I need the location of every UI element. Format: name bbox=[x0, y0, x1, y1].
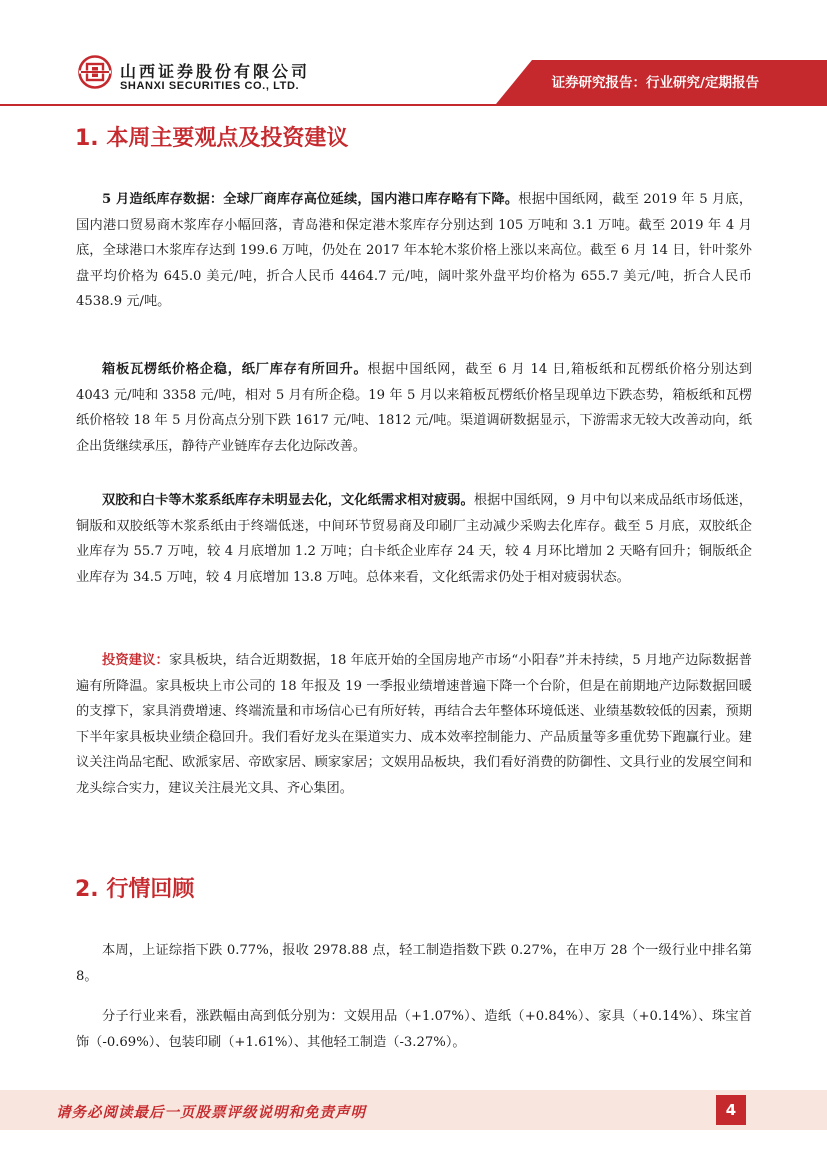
paragraph-body: 根据中国纸网，9 月中旬以来成品纸市场低迷，铜版和双胶纸等木浆系纸由于终端低迷，中间环节贸易商及印刷厂主动减少采购去化库存。截至 5 月底，双胶纸企业库存为 55.7 万吨，较 4 月底增加 1.2 万吨；白卡纸企业库存 24 天，较 4 月环比增加 2 天略有回升；铜版纸企业库存为 34.5 万吨，较 4 月底增加 13.8 万吨。总体来看，文化纸需求仍处于相对疲弱状态。 bbox=[76, 493, 752, 585]
report-type-label: 证券研究报告：行业研究/定期报告 bbox=[551, 75, 759, 91]
paragraph-boxboard bbox=[76, 357, 752, 459]
paragraph-inventory bbox=[76, 187, 752, 315]
page-header bbox=[0, 0, 827, 110]
paragraph-body: 根据中国纸网，截至 6 月 14 日,箱板纸和瓦楞纸价格分别达到 4043 元/吨和 3358 元/吨，相对 5 月有所企稳。19 年 5 月以来箱板瓦楞纸价格呈现单边下跌态势，箱板纸和瓦楞纸价格较 18 年 5 月份高点分别下跌 1617 元/吨、1812 元/吨。渠道调研数据显示，下游需求无较大改善动向，纸企出货继续承压，静待产业链库存去化边际改善。 bbox=[76, 362, 752, 454]
paragraph-market-review: 本周，上证综指下跌 0.77%，报收 2978.88 点，轻工制造指数下跌 0.27%，在申万 28 个一级行业中排名第 8。 bbox=[76, 943, 752, 984]
investment-advice-label: 投资建议： bbox=[102, 653, 169, 668]
paragraph-body: 根据中国纸网，截至 2019 年 5 月底，国内港口贸易商木浆库存小幅回落，青岛港和保定港木浆库存分别达到 105 万吨和 3.1 万吨。截至 2019 年 4 月底，全球港口木浆库存达到 199.6 万吨，仍处在 2017 年本轮木浆价格上涨以来高位。截至 6 月 14 日，针叶浆外盘平均价格为 645.0 美元/吨，折合人民币 4464.7 元/吨，阔叶浆外盘平均价格为 655.7 美元/吨，折合人民币 4538.9 元/吨。 bbox=[76, 192, 753, 310]
paragraph-investment-advice bbox=[76, 648, 752, 802]
company-name-cn: 山西证券股份有限公司 bbox=[120, 62, 311, 81]
footer-disclaimer: 请务必阅读最后一页股票评级说明和免责声明 bbox=[56, 1104, 366, 1121]
paragraph-body: 家具板块，结合近期数据，18 年底开始的全国房地产市场“小阳春”并未持续，5 月地产边际数据普遍有所降温。家具板块上市公司的 18 年报及 19 一季报业绩增速普遍下降一个台阶，但是在前期地产边际数据回暖的支撑下，家具消费增速、终端流量和市场信心已有所好转，再结合去年整体环境低迷、业绩基数较低的因素，预期下半年家具板块业绩企稳回升。我们看好龙头在渠道实力、成本效率控制能力、产品质量等多重优势下跑赢行业。建议关注尚品宅配、欧派家居、帝欧家居、顾家家居；文娱用品板块，我们看好消费的防御性、文具行业的发展空间和龙头综合实力，建议关注晨光文具、齐心集团。 bbox=[76, 653, 752, 796]
paragraph-lead-bold: 双胶和白卡等木浆系纸库存未明显去化，文化纸需求相对疲弱。 bbox=[102, 493, 474, 508]
paragraph-lead-bold: 箱板瓦楞纸价格企稳，纸厂库存有所回升。 bbox=[102, 362, 368, 377]
page-number: 4 bbox=[716, 1095, 746, 1125]
paragraph-subsector-review: 分子行业来看，涨跌幅由高到低分别为：文娱用品（+1.07%）、造纸（+0.84%）、家具（+0.14%）、珠宝首饰（-0.69%）、包装印刷（+1.61%）、其他轻工制造（-3.27%）。 bbox=[76, 1009, 752, 1050]
section-heading-2: 2. 行情回顾 bbox=[75, 877, 195, 902]
paragraph-culture-paper bbox=[76, 488, 752, 590]
company-name-en: SHANXI SECURITIES CO., LTD. bbox=[120, 80, 300, 92]
company-logo-icon bbox=[78, 55, 112, 89]
header-divider bbox=[0, 104, 827, 106]
section-heading-1: 1. 本周主要观点及投资建议 bbox=[75, 126, 349, 151]
paragraph-lead-bold: 5 月造纸库存数据：全球厂商库存高位延续，国内港口库存略有下降。 bbox=[102, 192, 519, 207]
